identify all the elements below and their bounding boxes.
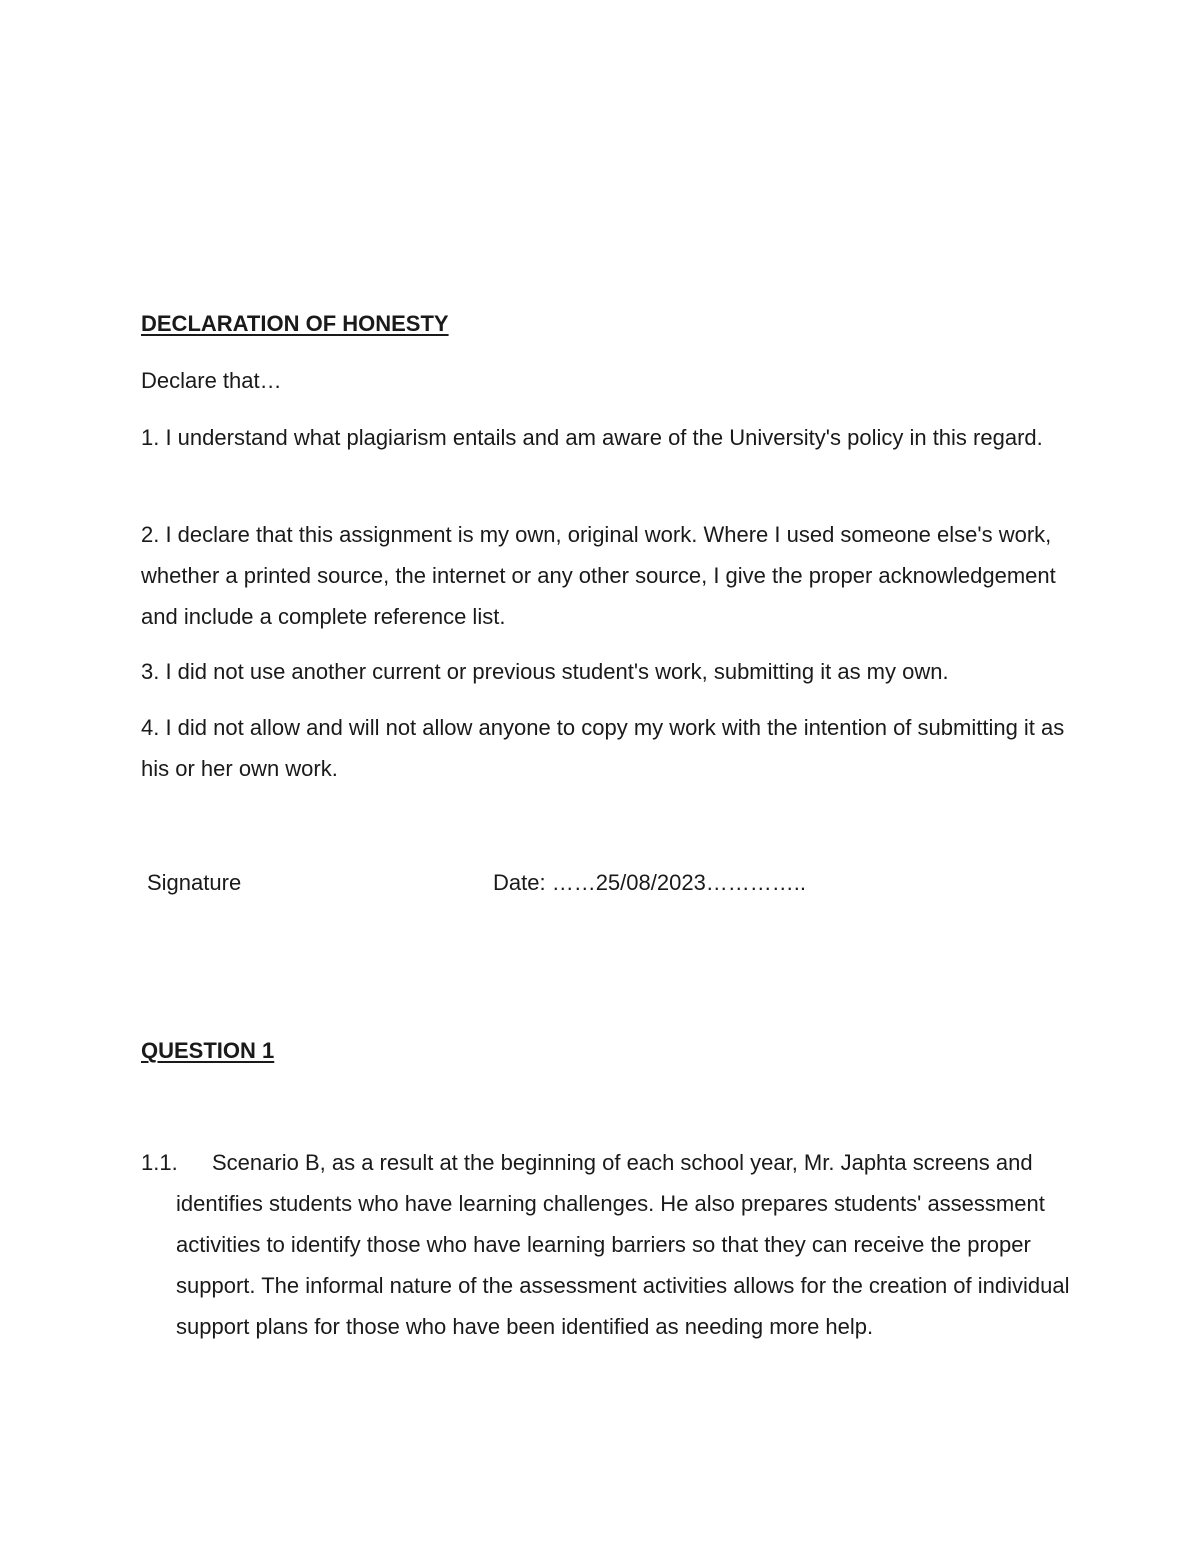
- declaration-item-4: 4. I did not allow and will not allow anyone to copy my work with the intention of submitting it as his or her own work.: [141, 715, 1065, 781]
- question-heading: QUESTION 1: [141, 1038, 275, 1063]
- declaration-heading: DECLARATION OF HONESTY: [141, 311, 449, 336]
- declaration-item-2: 2. I declare that this assignment is my own, original work. Where I used someone else's work, whether a printed source, the internet or any other source, I give the proper acknowledgement and include a complete reference list.: [141, 522, 1056, 629]
- date-text: Date: ……25/08/2023…………..: [493, 870, 807, 895]
- question-item-number: 1.1.: [141, 1150, 178, 1175]
- signature-label: Signature: [147, 870, 242, 895]
- question-item: [141, 1142, 1071, 1347]
- declaration-item-1: 1. I understand what plagiarism entails and am aware of the University's policy in this regard.: [141, 425, 1043, 450]
- signature-date-row: [147, 862, 1047, 903]
- question-item-text: Scenario B, as a result at the beginning of each school year, Mr. Japhta screens and identifies students who have learning challenges. He also prepares students' assessment activities to identify those who have learning barriers so that they can receive the proper support. The informal nature of the assessment activities allows for the creation of individual support plans for those who have been identified as needing more help.: [176, 1150, 1070, 1339]
- declaration-item-3: 3. I did not use another current or previous student's work, submitting it as my own.: [141, 659, 949, 684]
- declaration-intro: Declare that…: [141, 368, 282, 393]
